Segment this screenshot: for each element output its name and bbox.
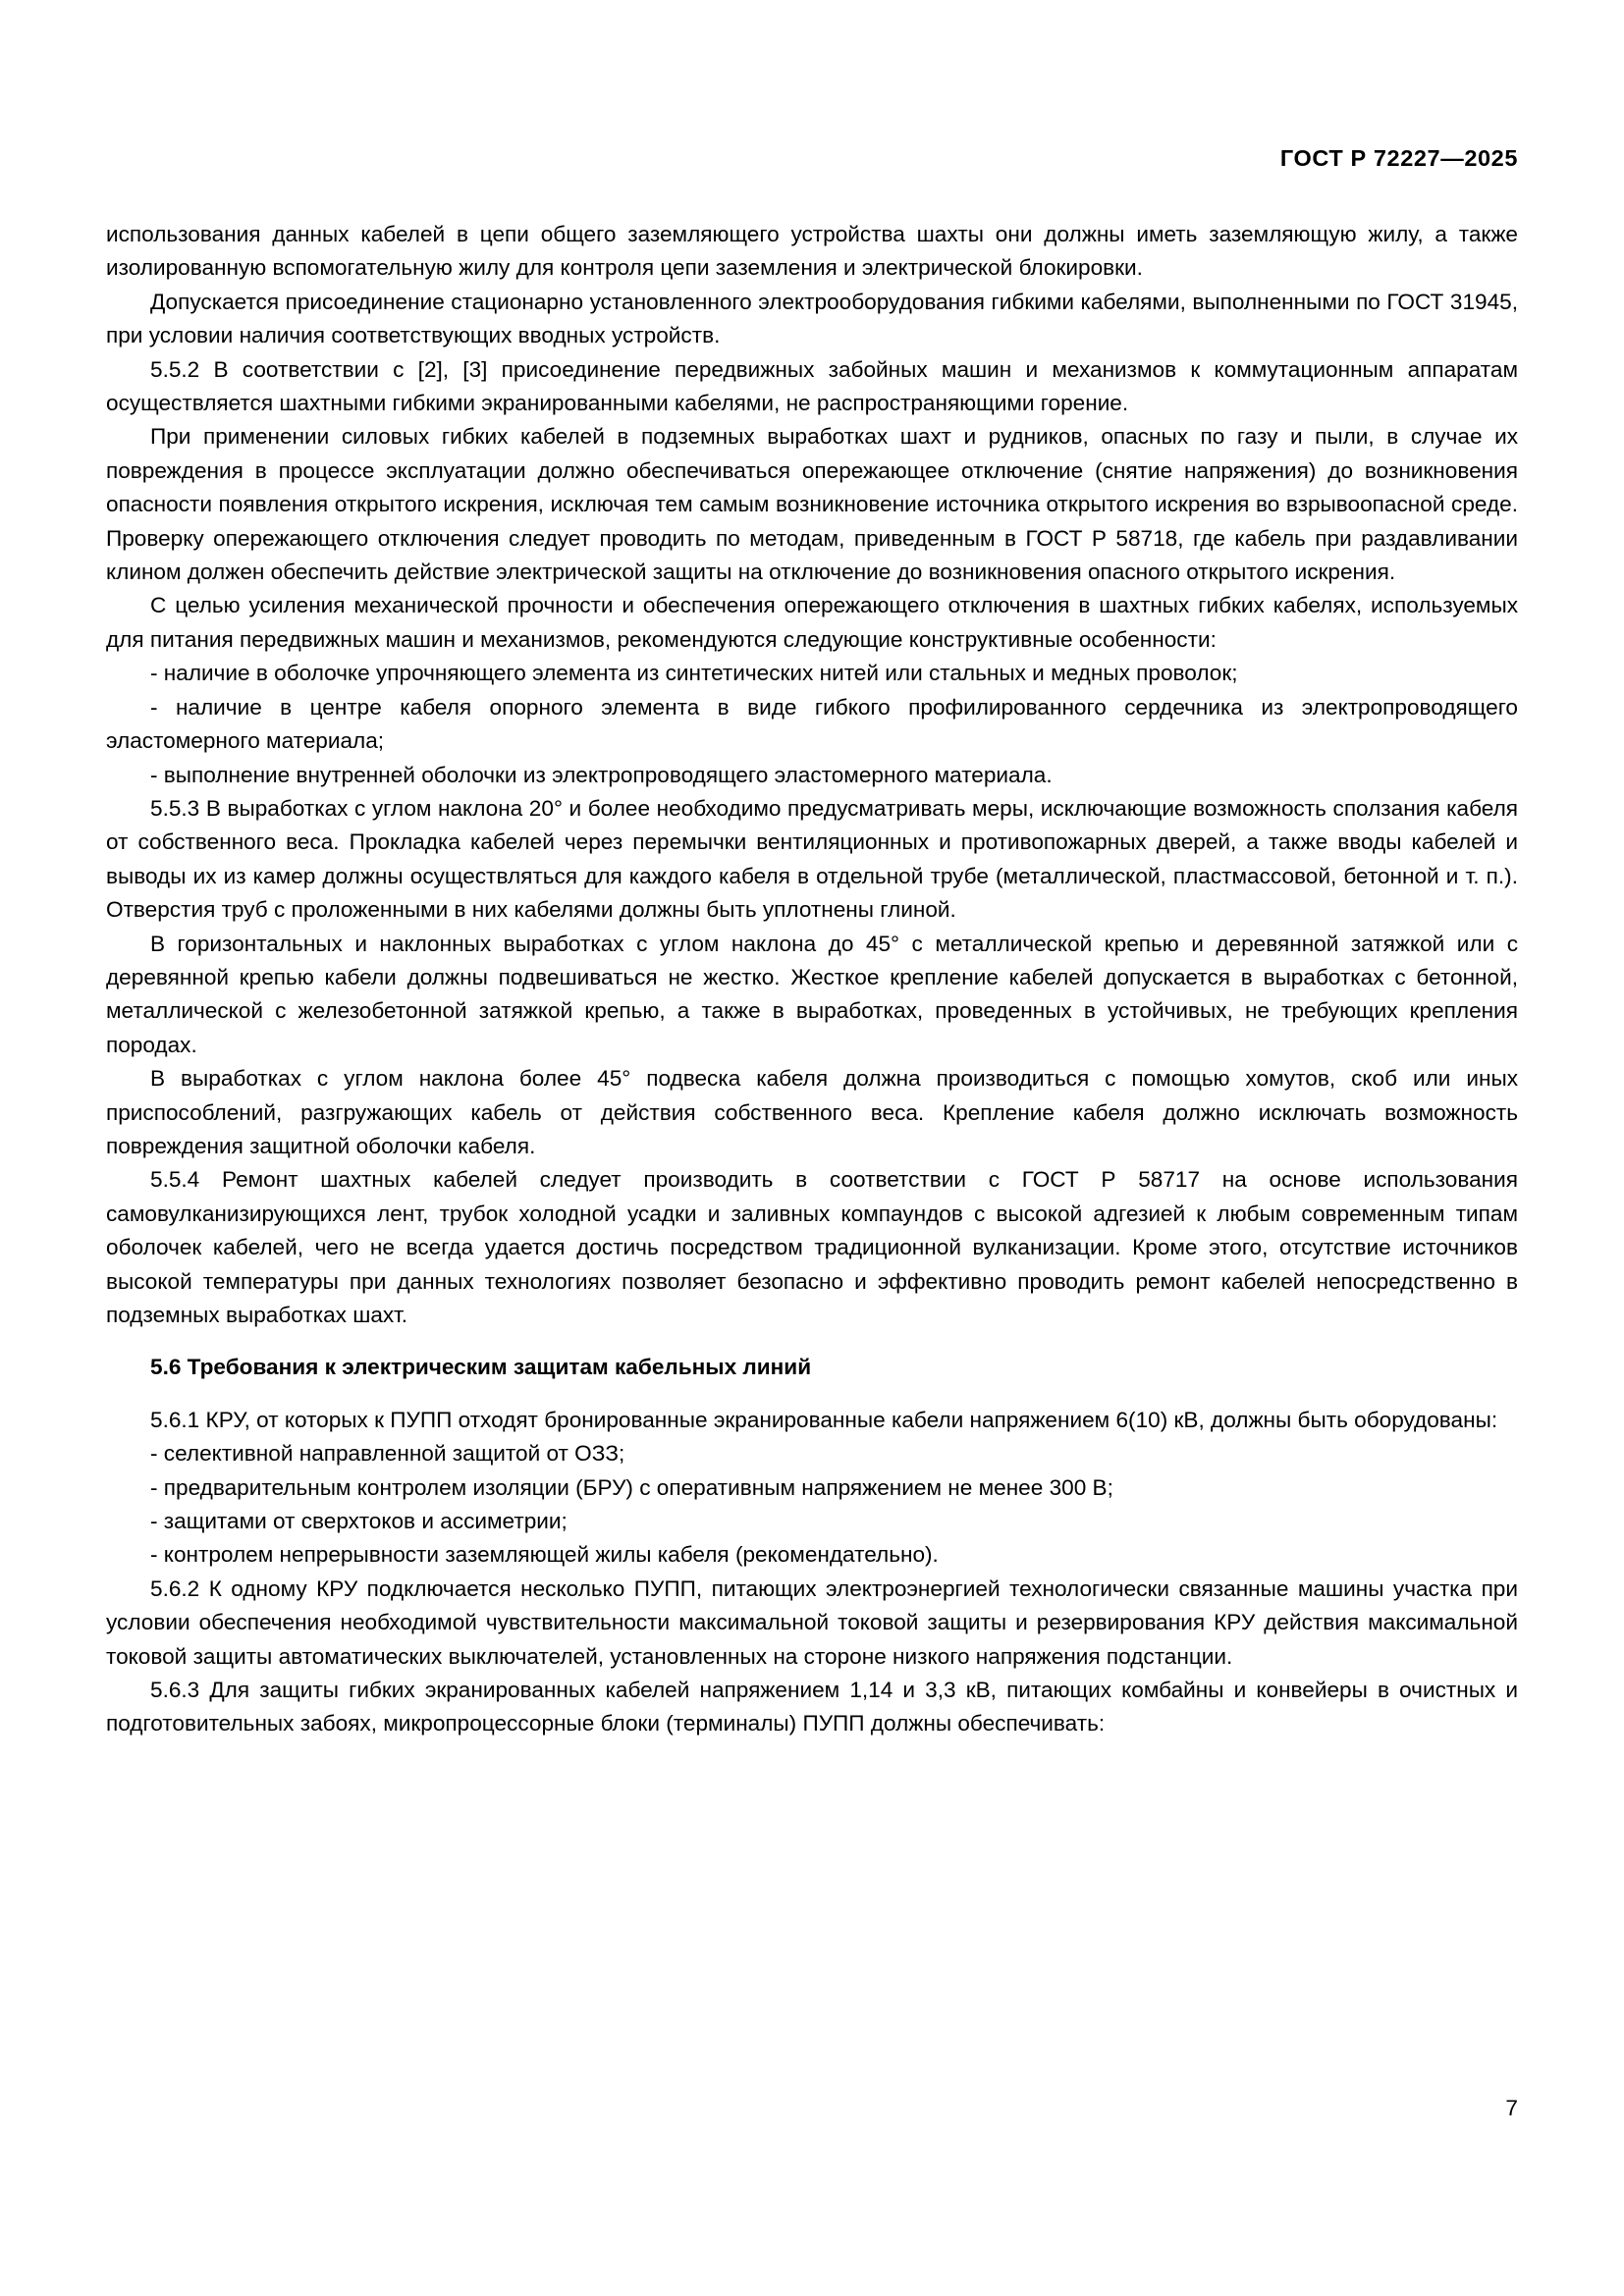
- page-number: 7: [1505, 2096, 1518, 2120]
- clause-5-5-3: 5.5.3 В выработках с углом наклона 20° и более необходимо предусматривать меры, исключающие возможность сползания кабеля от собственного веса. Прокладка кабелей через перемычки вентиляционных и противопожарных дверей, а также вводы кабелей и выводы их из камер должны осуществляться для каждого кабеля в отдельной трубе (металлической, пластмассовой, бетонной и т. п.). Отверстия труб с проложенными в них кабелями должны быть уплотнены глиной.: [106, 795, 1518, 923]
- list-item: - защитами от сверхтоков и ассиметрии;: [150, 1509, 568, 1534]
- list-item: - выполнение внутренней оболочки из электропроводящего эластомерного материала.: [150, 762, 1053, 787]
- section-heading-5-6: 5.6 Требования к электрическим защитам кабельных линий: [150, 1355, 812, 1380]
- page-header-standard-number: ГОСТ Р 72227—2025: [1279, 145, 1518, 171]
- paragraph-continued: использования данных кабелей в цепи общего заземляющего устройства шахты они должны иметь заземляющую жилу, а также изолированную вспомогательную жилу для контроля цепи заземления и электрической блокировки.: [106, 222, 1518, 281]
- list-item: - наличие в оболочке упрочняющего элемента из синтетических нитей или стальных и медных проволок;: [150, 661, 1238, 686]
- clause-5-5-2: 5.5.2 В соответствии с [2], [3] присоединение передвижных забойных машин и механизмов к коммутационным аппаратам осуществляется шахтными гибкими экранированными кабелями, не распространяющими горение.: [106, 356, 1518, 416]
- list-item: - предварительным контролем изоляции (БРУ) с оперативным напряжением не менее 300 В;: [150, 1474, 1113, 1500]
- list-item: - селективной направленной защитой от ОЗЗ;: [150, 1441, 625, 1467]
- clause-5-6-1: 5.6.1 КРУ, от которых к ПУПП отходят бронированные экранированные кабели напряжением 6(10) кВ, должны быть оборудованы:: [150, 1407, 1498, 1432]
- list-item: - наличие в центре кабеля опорного элемента в виде гибкого профилированного сердечника из электропроводящего эластомерного материала;: [106, 694, 1518, 754]
- paragraph-horizontal-inclined: В горизонтальных и наклонных выработках с углом наклона до 45° с металлической крепью и деревянной затяжкой или с деревянной крепью кабели должны подвешиваться не жестко. Жесткое крепление кабелей допускается в выработках с бетонной, металлической с железобетонной затяжкой крепью, а также в выработках, проведенных в устойчивых, не требующих крепления породах.: [106, 931, 1518, 1057]
- paragraph-allowance: Допускается присоединение стационарно установленного электрооборудования гибкими кабелями, выполненными по ГОСТ 31945, при условии наличия соответствующих вводных устройств.: [106, 289, 1518, 348]
- list-item: - контролем непрерывности заземляющей жилы кабеля (рекомендательно).: [150, 1542, 939, 1568]
- paragraph-over-45-degrees: В выработках с углом наклона более 45° подвеска кабеля должна производиться с помощью хомутов, скоб или иных приспособлений, разгружающих кабель от действия собственного веса. Крепление кабеля должно исключать возможность повреждения защитной оболочки кабеля.: [106, 1066, 1518, 1158]
- paragraph-design-features-intro: С целью усиления механической прочности и обеспечения опережающего отключения в шахтных гибких кабелях, используемых для питания передвижных машин и механизмов, рекомендуются следующие конструктивные особенности:: [106, 593, 1518, 652]
- paragraph-flexible-cables-use: При применении силовых гибких кабелей в подземных выработках шахт и рудников, опасных по газу и пыли, в случае их повреждения в процессе эксплуатации должно обеспечиваться опережающее отключение (снятие напряжения) до возникновения опасности появления открытого искрения, исключая тем самым возникновение источника открытого искрения во взрывоопасной среде. Проверку опережающего отключения следует проводить по методам, приведенным в ГОСТ Р 58718, где кабель при раздавливании клином должен обеспечить действие электрической защиты на отключение до возникновения опасного открытого искрения.: [106, 424, 1518, 585]
- clause-5-6-2: 5.6.2 К одному КРУ подключается несколько ПУПП, питающих электроэнергией технологически связанные машины участка при условии обеспечения необходимой чувствительности максимальной токовой защиты и резервирования КРУ действия максимальной токовой защиты автоматических выключателей, установленных на стороне низкого напряжения подстанции.: [106, 1575, 1518, 1669]
- clause-5-5-4: 5.5.4 Ремонт шахтных кабелей следует производить в соответствии с ГОСТ Р 58717 на основе использования самовулканизирующихся лент, трубок холодной усадки и заливных компаундов с высокой адгезией к любым современным типам оболочек кабелей, чего не всегда удается достичь посредством традиционной вулканизации. Кроме этого, отсутствие источников высокой температуры при данных технологиях позволяет безопасно и эффективно проводить ремонт кабелей непосредственно в подземных выработках шахт.: [106, 1167, 1518, 1327]
- page-body: [106, 218, 1518, 1741]
- clause-5-6-3: 5.6.3 Для защиты гибких экранированных кабелей напряжением 1,14 и 3,3 кВ, питающих комбайны и конвейеры в очистных и подготовительных забоях, микропроцессорные блоки (терминалы) ПУПП должны обеспечивать:: [106, 1678, 1518, 1736]
